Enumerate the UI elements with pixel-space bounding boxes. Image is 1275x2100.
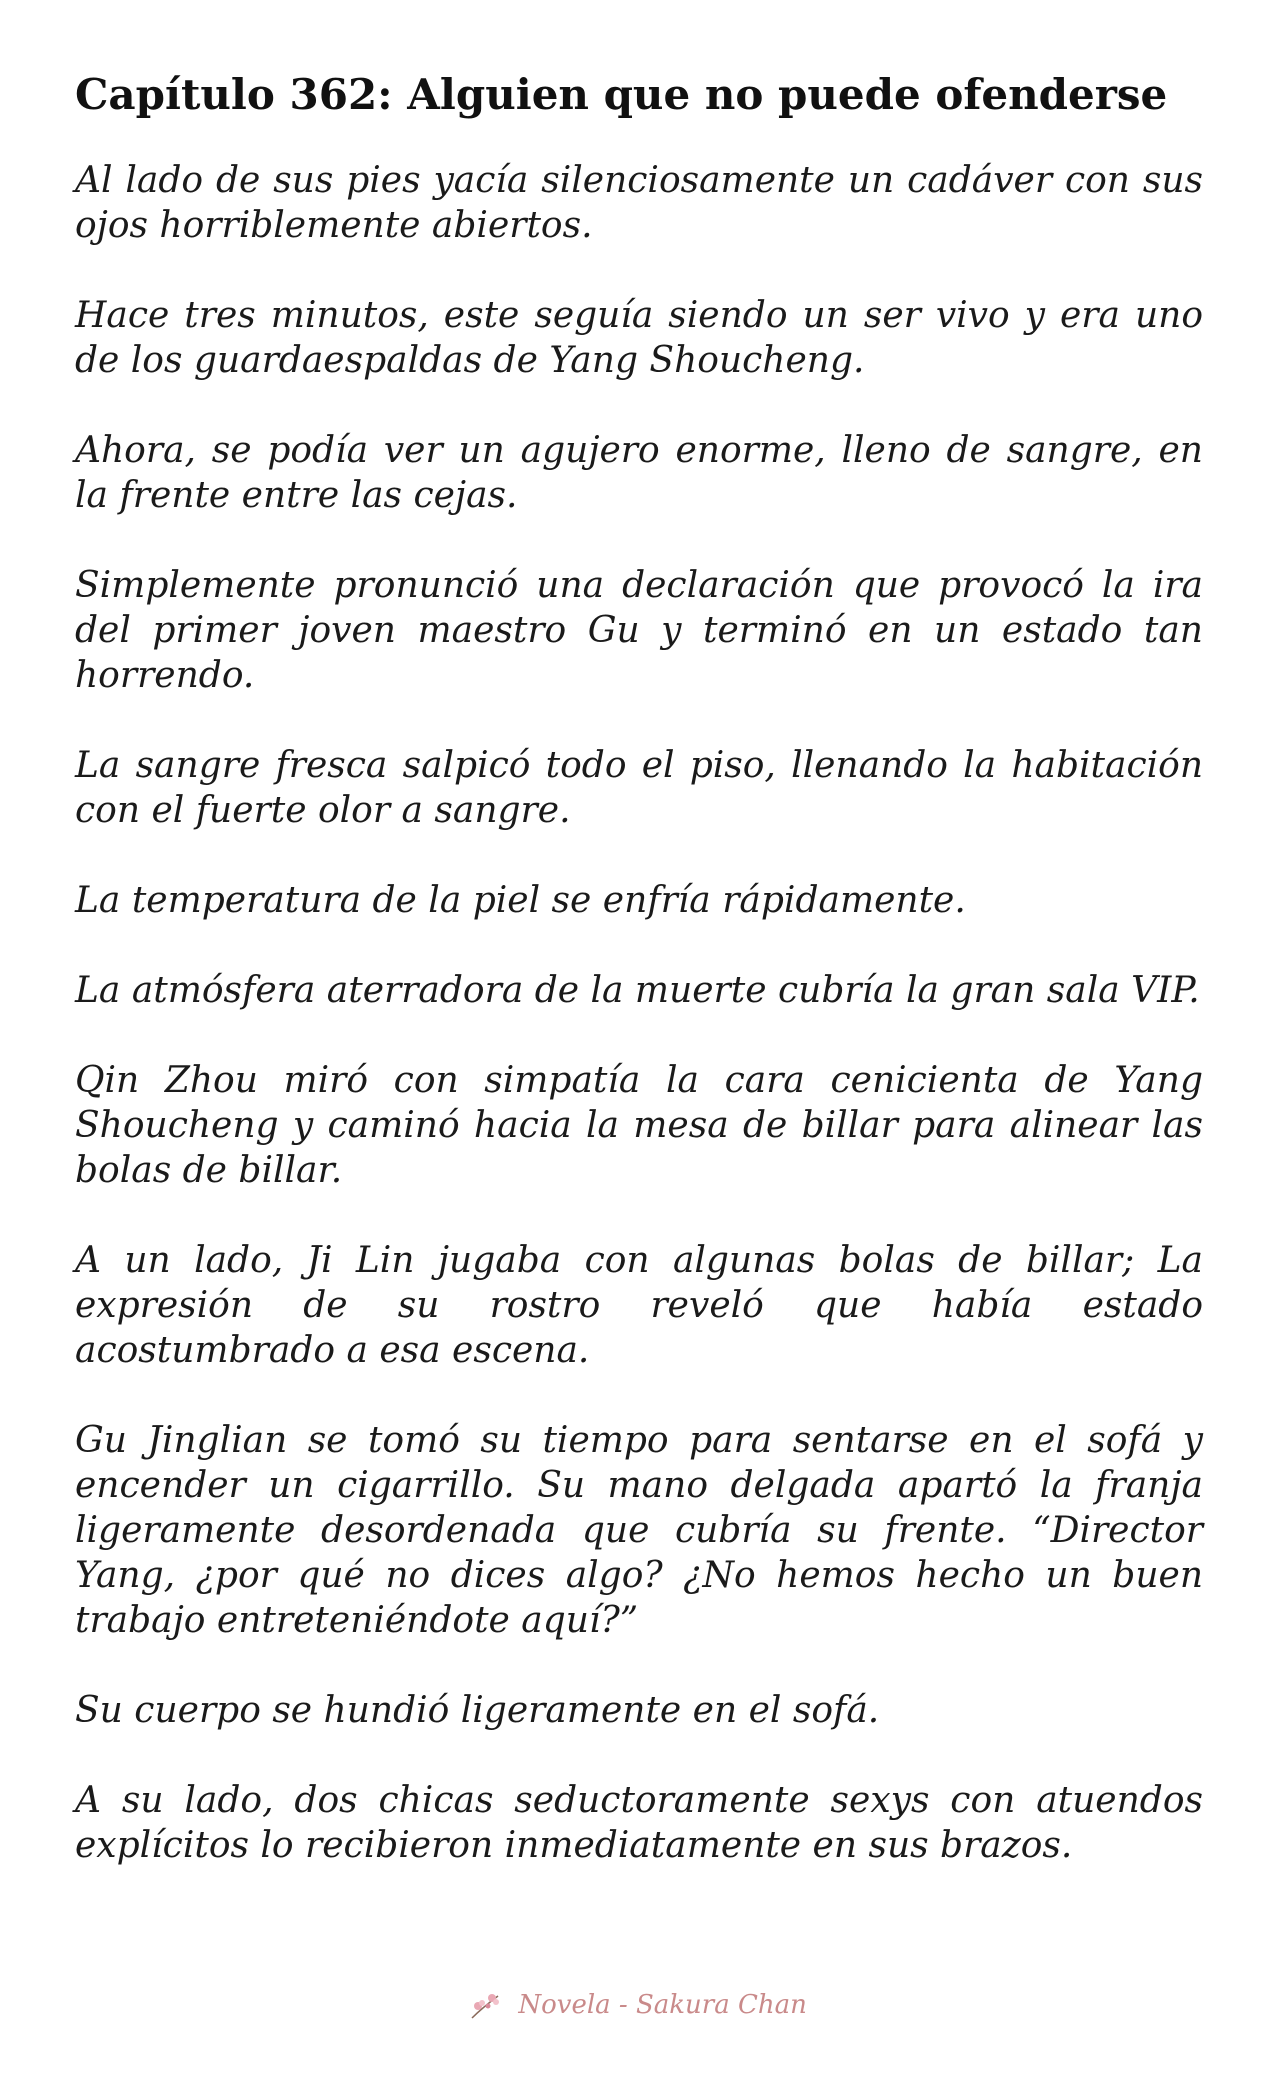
paragraph: La temperatura de la piel se enfría rápidamente. [75,880,966,922]
watermark-footer [0,1990,1275,2022]
watermark-text: Novela - Sakura Chan [518,1990,807,2020]
sakura-flower-icon [468,1990,504,2022]
paragraph: Simplemente pronunció una declaración que provocó la ira del primer joven maestro Gu y terminó en un estado tan horrendo. [75,565,1203,697]
paragraph: Ahora, se podía ver un agujero enorme, lleno de sangre, en la frente entre las cejas. [75,430,1203,517]
chapter-page [75,70,1203,1913]
chapter-title: Capítulo 362: Alguien que no puede ofenderse [75,70,1168,119]
paragraph: Gu Jinglian se tomó su tiempo para sentarse en el sofá y encender un cigarrillo. Su mano delgada apartó la franja ligeramente desordenada que cubría su frente. “Director Yang, ¿por qué no dices algo? ¿No hemos hecho un buen trabajo entreteniéndote aquí?” [75,1420,1203,1642]
paragraph: Al lado de sus pies yacía silenciosamente un cadáver con sus ojos horriblemente abiertos. [75,160,1203,247]
paragraph: Qin Zhou miró con simpatía la cara cenicienta de Yang Shoucheng y caminó hacia la mesa de billar para alinear las bolas de billar. [75,1060,1203,1192]
paragraph: Hace tres minutos, este seguía siendo un ser vivo y era uno de los guardaespaldas de Yang Shoucheng. [75,295,1203,382]
paragraph: Su cuerpo se hundió ligeramente en el sofá. [75,1690,880,1732]
paragraph: La atmósfera aterradora de la muerte cubría la gran sala VIP. [75,970,1200,1012]
paragraph: A un lado, Ji Lin jugaba con algunas bolas de billar; La expresión de su rostro reveló que había estado acostumbrado a esa escena. [75,1240,1203,1372]
paragraph: A su lado, dos chicas seductoramente sexys con atuendos explícitos lo recibieron inmediatamente en sus brazos. [75,1780,1203,1867]
paragraph: La sangre fresca salpicó todo el piso, llenando la habitación con el fuerte olor a sangre. [75,745,1203,832]
